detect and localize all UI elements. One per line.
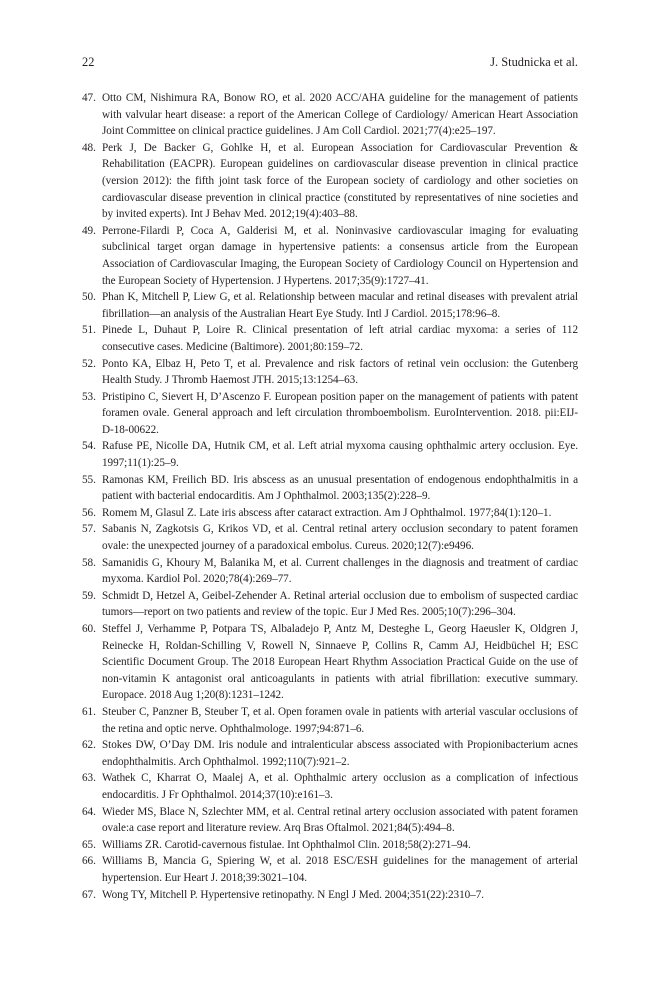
running-head: J. Studnicka et al. bbox=[490, 55, 578, 69]
reference-item bbox=[82, 140, 578, 223]
reference-text: Pristipino C, Sievert H, D’Ascenzo F. European position paper on the management of patients with patent foramen ovale. General approach and left circulation thromboembolism. EuroIntervention. 2018. pii:EIJ-D-18-00622. bbox=[102, 390, 578, 436]
reference-text: Perrone-Filardi P, Coca A, Galderisi M, et al. Noninvasive cardiovascular imaging for evaluating subclinical target organ damage in hypertensive patients: a consensus article from the European Association of Cardiovascular Imaging, the European Society of Cardiology Council on Hypertension and the European Society of Hypertension. J Hypertens. 2017;35(9):1727–41. bbox=[102, 224, 578, 287]
reference-item bbox=[82, 322, 578, 355]
reference-number: 61. bbox=[82, 705, 96, 718]
reference-item bbox=[82, 555, 578, 588]
reference-number: 52. bbox=[82, 357, 96, 370]
reference-text: Ramonas KM, Freilich BD. Iris abscess as an unusual presentation of endogenous endophthalmitis in a patient with bacterial endocarditis. Am J Ophthalmol. 2003;135(2):228–9. bbox=[102, 473, 578, 503]
reference-number: 59. bbox=[82, 589, 96, 602]
reference-number: 67. bbox=[82, 888, 96, 901]
reference-number: 55. bbox=[82, 473, 96, 486]
reference-number: 51. bbox=[82, 324, 96, 337]
reference-item bbox=[82, 853, 578, 886]
reference-text: Wieder MS, Blace N, Szlechter MM, et al. Central retinal artery occlusion associated with patent foramen ovale:a case report and literature review. Arq Bras Oftalmol. 2021;84(5):494–8. bbox=[102, 805, 578, 835]
reference-item bbox=[82, 90, 578, 140]
reference-number: 65. bbox=[82, 838, 96, 851]
reference-number: 50. bbox=[82, 291, 96, 304]
reference-item bbox=[82, 887, 578, 904]
reference-item bbox=[82, 389, 578, 439]
reference-item bbox=[82, 804, 578, 837]
reference-text: Steffel J, Verhamme P, Potpara TS, Albaladejo P, Antz M, Desteghe L, Georg Haeusler K, Oldgren J, Reinecke H, Roldan-Schilling V, Rowell N, Sinnaeve P, Collins R, Camm AJ, Heidbüchel H; ESC Scientific Document Group. The 2018 European Heart Rhythm Association Practical Guide on the use of non-vitamin K antagonist oral anticoagulants in patients with atrial fibrillation: executive summary. Europace. 2018 Aug 1;20(8):1231–1242. bbox=[102, 623, 578, 702]
reference-number: 47. bbox=[82, 92, 96, 104]
reference-text: Wong TY, Mitchell P. Hypertensive retinopathy. N Engl J Med. 2004;351(22):2310–7. bbox=[102, 888, 485, 901]
reference-text: Ponto KA, Elbaz H, Peto T, et al. Prevalence and risk factors of retinal vein occlusion: the Gutenberg Health Study. J Thromb Haemost JTH. 2015;13:1254–63. bbox=[102, 357, 578, 387]
reference-text: Otto CM, Nishimura RA, Bonow RO, et al. 2020 ACC/AHA guideline for the management of patients with valvular heart disease: a report of the American College of Cardiology/ American Heart Association Joint Committee on clinical practice guidelines. J Am Coll Cardiol. 2021;77(4):e25–197. bbox=[102, 92, 578, 138]
reference-number: 66. bbox=[82, 855, 96, 868]
reference-text: Wathek C, Kharrat O, Maalej A, et al. Ophthalmic artery occlusion as a complication of infectious endocarditis. J Fr Ophthalmol. 2014;37(10):e161–3. bbox=[102, 772, 578, 801]
reference-item bbox=[82, 223, 578, 289]
reference-item bbox=[82, 356, 578, 389]
reference-list bbox=[82, 90, 578, 903]
reference-number: 57. bbox=[82, 523, 96, 536]
reference-text: Phan K, Mitchell P, Liew G, et al. Relationship between macular and retinal diseases with prevalent atrial fibrillation—an analysis of the Australian Heart Eye Study. Intl J Cardiol. 2015;178:96–8. bbox=[102, 291, 578, 320]
reference-text: Samanidis G, Khoury M, Balanika M, et al. Current challenges in the diagnosis and treatment of cardiac myxoma. Kardiol Pol. 2020;78(4):269–77. bbox=[102, 556, 578, 586]
reference-item bbox=[82, 737, 578, 770]
reference-item bbox=[82, 588, 578, 621]
reference-item bbox=[82, 704, 578, 737]
reference-item bbox=[82, 521, 578, 554]
page-header bbox=[82, 54, 578, 70]
reference-text: Perk J, De Backer G, Gohlke H, et al. European Association for Cardiovascular Prevention & Rehabilitation (EACPR). European guidelines on cardiovascular disease prevention in clinical practice (version 2012): the fifth joint task force of the European society of cardiology and other societies on cardiovascular disease prevention in clinical practice (constituted by representatives of nine societies and by invited experts). Int J Behav Med. 2012;19(4):403–88. bbox=[102, 141, 578, 221]
reference-text: Schmidt D, Hetzel A, Geibel-Zehender A. Retinal arterial occlusion due to embolism of suspected cardiac tumors—report on two patients and review of the topic. Eur J Med Res. 2005;10(7):296–304. bbox=[102, 589, 578, 619]
reference-item bbox=[82, 621, 578, 704]
reference-item bbox=[82, 505, 578, 522]
reference-item bbox=[82, 770, 578, 803]
reference-text: Steuber C, Panzner B, Steuber T, et al. Open foramen ovale in patients with arterial vascular occlusions of the retina and optic nerve. Ophthalmologe. 1997;94:871–6. bbox=[102, 705, 578, 735]
page-number: 22 bbox=[82, 55, 95, 69]
reference-item bbox=[82, 837, 578, 854]
reference-text: Stokes DW, O’Day DM. Iris nodule and intralenticular abscess associated with Propionibacterium acnes endophthalmitis. Arch Ophthalmol. 1992;110(7):921–2. bbox=[102, 739, 578, 768]
reference-item bbox=[82, 472, 578, 505]
reference-text: Williams B, Mancia G, Spiering W, et al. 2018 ESC/ESH guidelines for the management of arterial hypertension. Eur Heart J. 2018;39:3021–104. bbox=[102, 855, 578, 884]
reference-text: Rafuse PE, Nicolle DA, Hutnik CM, et al. Left atrial myxoma causing ophthalmic artery occlusion. Eye. 1997;11(1):25–9. bbox=[102, 440, 578, 470]
reference-text: Sabanis N, Zagkotsis G, Krikos VD, et al. Central retinal artery occlusion secondary to patent foramen ovale: the unexpected journey of a paradoxical embolus. Cureus. 2020;12(7):e9496. bbox=[102, 523, 578, 553]
reference-text: Pinede L, Duhaut P, Loire R. Clinical presentation of left atrial cardiac myxoma: a series of 112 consecutive cases. Medicine (Baltimore). 2001;80:159–72. bbox=[102, 324, 578, 353]
reference-item bbox=[82, 289, 578, 322]
reference-number: 48. bbox=[82, 141, 96, 154]
reference-number: 58. bbox=[82, 556, 96, 569]
reference-number: 62. bbox=[82, 739, 96, 752]
reference-number: 63. bbox=[82, 772, 96, 785]
reference-number: 49. bbox=[82, 224, 96, 237]
reference-number: 60. bbox=[82, 623, 96, 635]
reference-number: 54. bbox=[82, 440, 96, 453]
reference-number: 53. bbox=[82, 390, 96, 403]
reference-item bbox=[82, 438, 578, 471]
reference-number: 56. bbox=[82, 506, 96, 519]
reference-number: 64. bbox=[82, 805, 96, 818]
reference-text: Romem M, Glasul Z. Late iris abscess after cataract extraction. Am J Ophthalmol. 1977;84(1):120–1. bbox=[102, 506, 552, 519]
reference-text: Williams ZR. Carotid-cavernous fistulae. Int Ophthalmol Clin. 2018;58(2):271–94. bbox=[102, 838, 471, 851]
